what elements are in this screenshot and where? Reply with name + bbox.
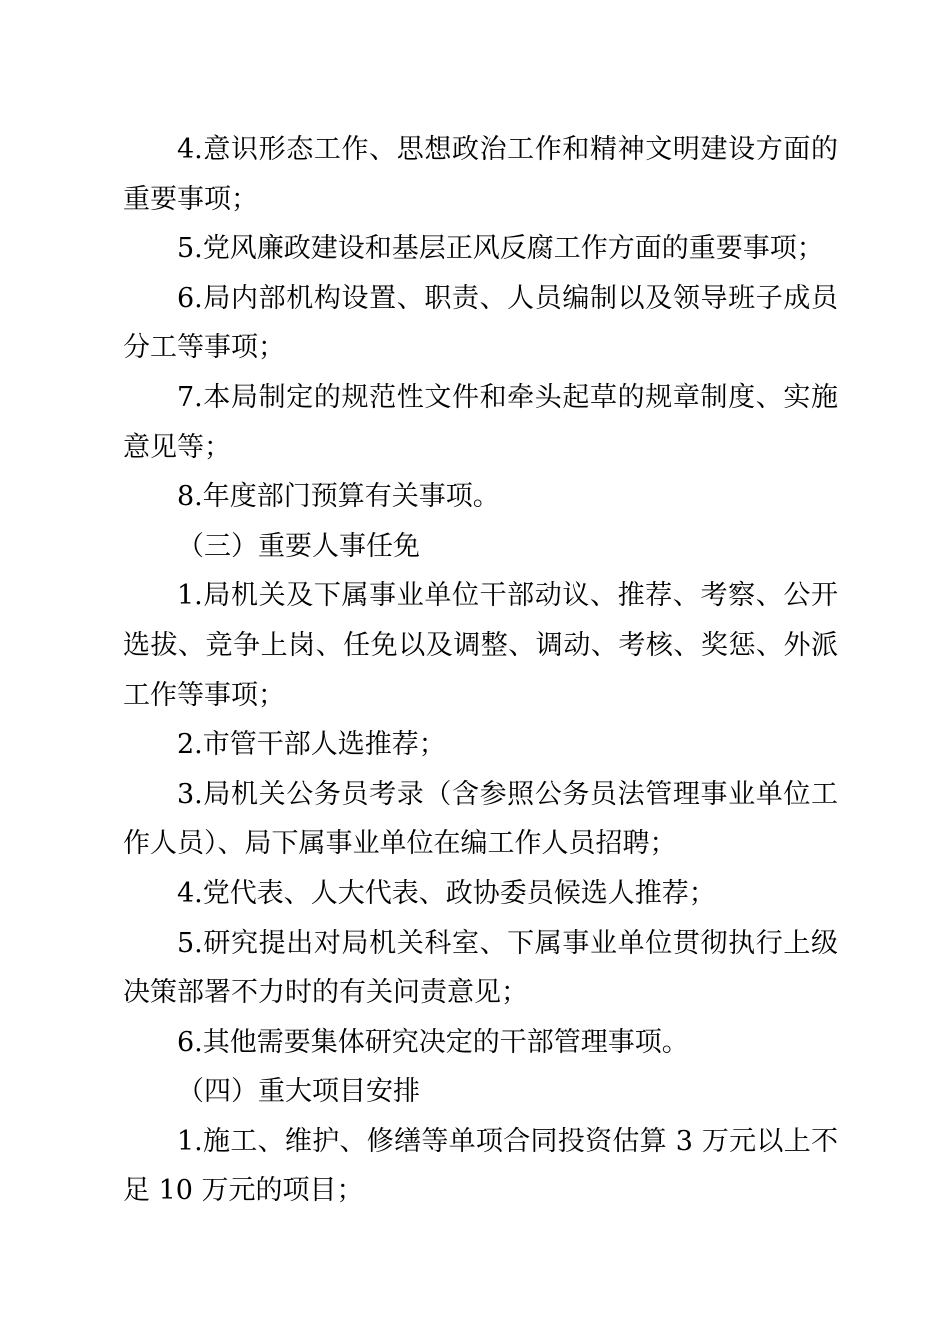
document-body <box>123 125 838 1216</box>
section-heading-personnel: （三）重要人事任免 <box>177 530 420 562</box>
item-cadre-recommendation: 2.市管干部人选推荐； <box>177 729 446 761</box>
item-regulations: 7.本局制定的规范性文件和牵头起草的规章制度、实施意见等； <box>123 381 838 463</box>
item-accountability: 5.研究提出对局机关科室、下属事业单位贯彻执行上级决策部署不力时的有关问责意见； <box>123 927 838 1009</box>
item-representatives: 4.党代表、人大代表、政协委员候选人推荐； <box>177 877 716 909</box>
item-other-cadre: 6.其他需要集体研究决定的干部管理事项。 <box>177 1026 689 1058</box>
section-heading-projects: （四）重大项目安排 <box>177 1076 420 1108</box>
item-recruitment: 3.局机关公务员考录（含参照公务员法管理事业单位工作人员）、局下属事业单位在编工作人员招聘； <box>123 778 838 860</box>
item-organization: 6.局内部机构设置、职责、人员编制以及领导班子成员分工等事项； <box>123 282 838 364</box>
item-budget: 8.年度部门预算有关事项。 <box>177 481 500 513</box>
item-ideology: 4.意识形态工作、思想政治工作和精神文明建设方面的重要事项； <box>123 134 838 215</box>
item-construction-projects: 1.施工、维护、修缮等单项合同投资估算 3 万元以上不足 10 万元的项目； <box>123 1125 838 1207</box>
item-integrity: 5.党风廉政建设和基层正风反腐工作方面的重要事项； <box>177 233 824 265</box>
item-cadre-management: 1.局机关及下属事业单位干部动议、推荐、考察、公开选拔、竞争上岗、任免以及调整、调动、考核、奖惩、外派工作等事项； <box>123 580 838 711</box>
